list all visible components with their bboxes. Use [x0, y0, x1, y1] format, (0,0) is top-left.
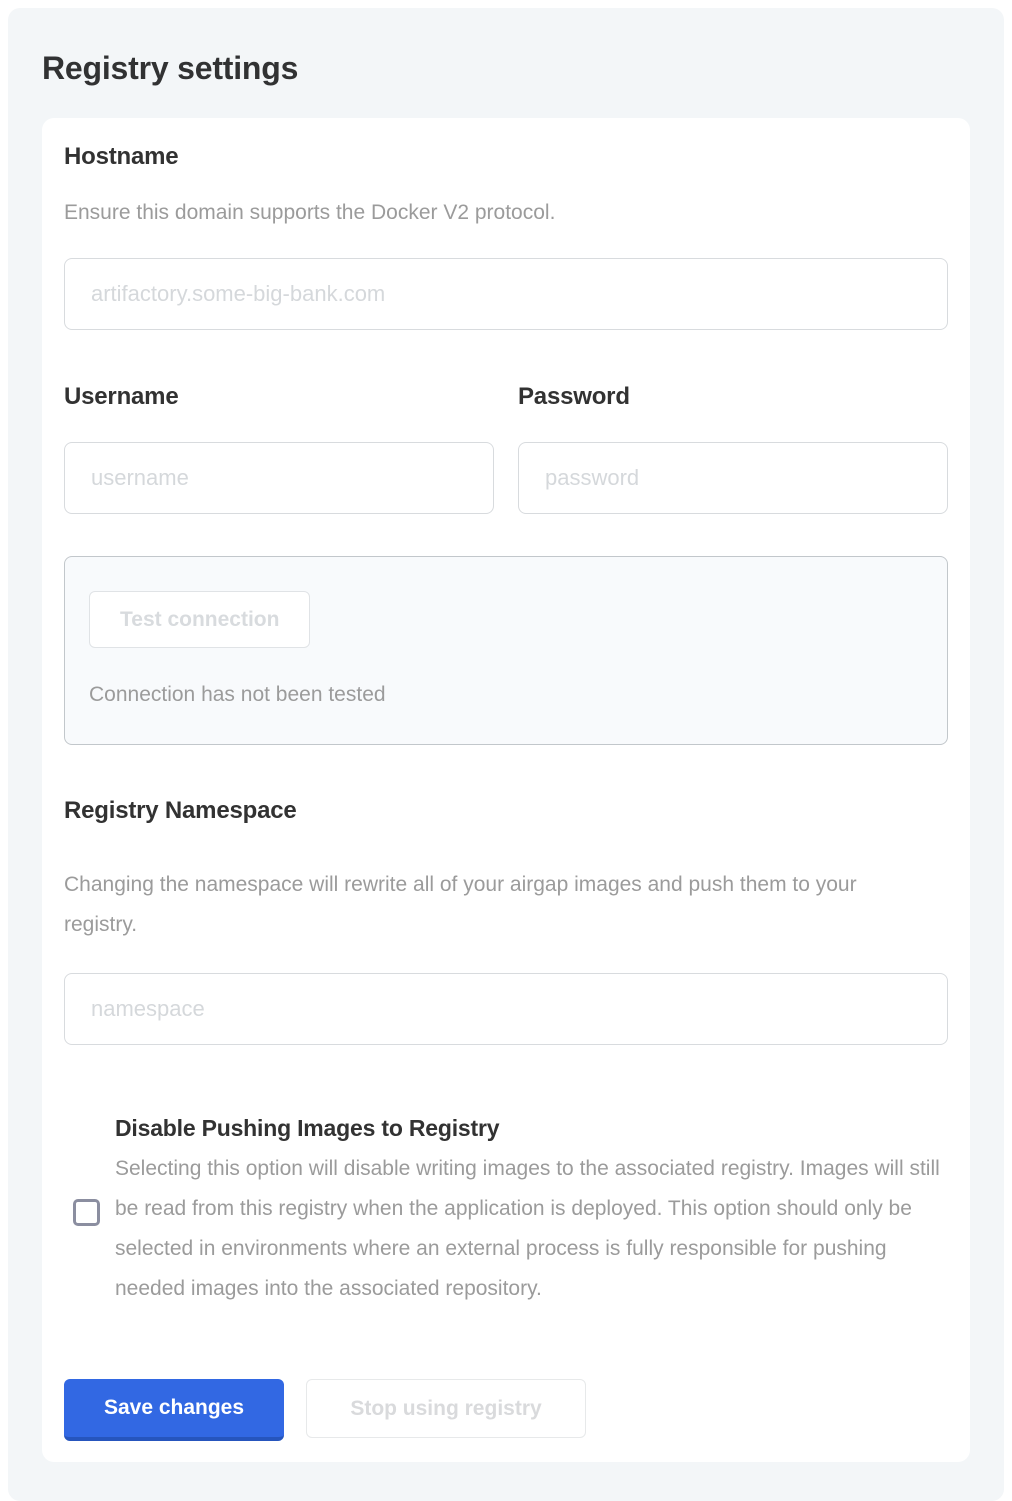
save-changes-button[interactable]: Save changes [64, 1379, 284, 1441]
credentials-row [64, 384, 948, 514]
registry-settings-page [8, 8, 1004, 1501]
password-input[interactable] [518, 442, 948, 514]
form-actions [64, 1379, 948, 1441]
stop-using-registry-button[interactable]: Stop using registry [306, 1379, 586, 1438]
disable-push-description: Selecting this option will disable writing images to the associated registry. Images will still be read from this registry when the application is deployed. This option should only be selected in environments where an external process is fully responsible for pushing needed images into the associated repository. [115, 1157, 940, 1300]
registry-settings-card [42, 118, 970, 1462]
username-label: Username [64, 383, 179, 410]
test-connection-button[interactable]: Test connection [89, 591, 310, 648]
password-label: Password [518, 383, 630, 410]
disable-push-option [64, 1115, 948, 1309]
disable-push-text [115, 1115, 948, 1309]
password-field-group [518, 384, 948, 514]
namespace-section [64, 798, 948, 1045]
disable-push-checkbox[interactable] [73, 1199, 100, 1226]
test-connection-panel [64, 556, 948, 745]
page-title: Registry settings [42, 50, 299, 86]
hostname-label: Hostname [64, 143, 179, 170]
namespace-label: Registry Namespace [64, 797, 297, 824]
namespace-help: Changing the namespace will rewrite all of your airgap images and push them to your registry. [64, 873, 857, 936]
username-field-group [64, 384, 494, 514]
hostname-help: Ensure this domain supports the Docker V2 protocol. [64, 201, 556, 224]
namespace-input[interactable] [64, 973, 948, 1045]
username-input[interactable] [64, 442, 494, 514]
connection-status-text: Connection has not been tested [89, 683, 386, 706]
hostname-input[interactable] [64, 258, 948, 330]
disable-push-label: Disable Pushing Images to Registry [115, 1115, 500, 1141]
